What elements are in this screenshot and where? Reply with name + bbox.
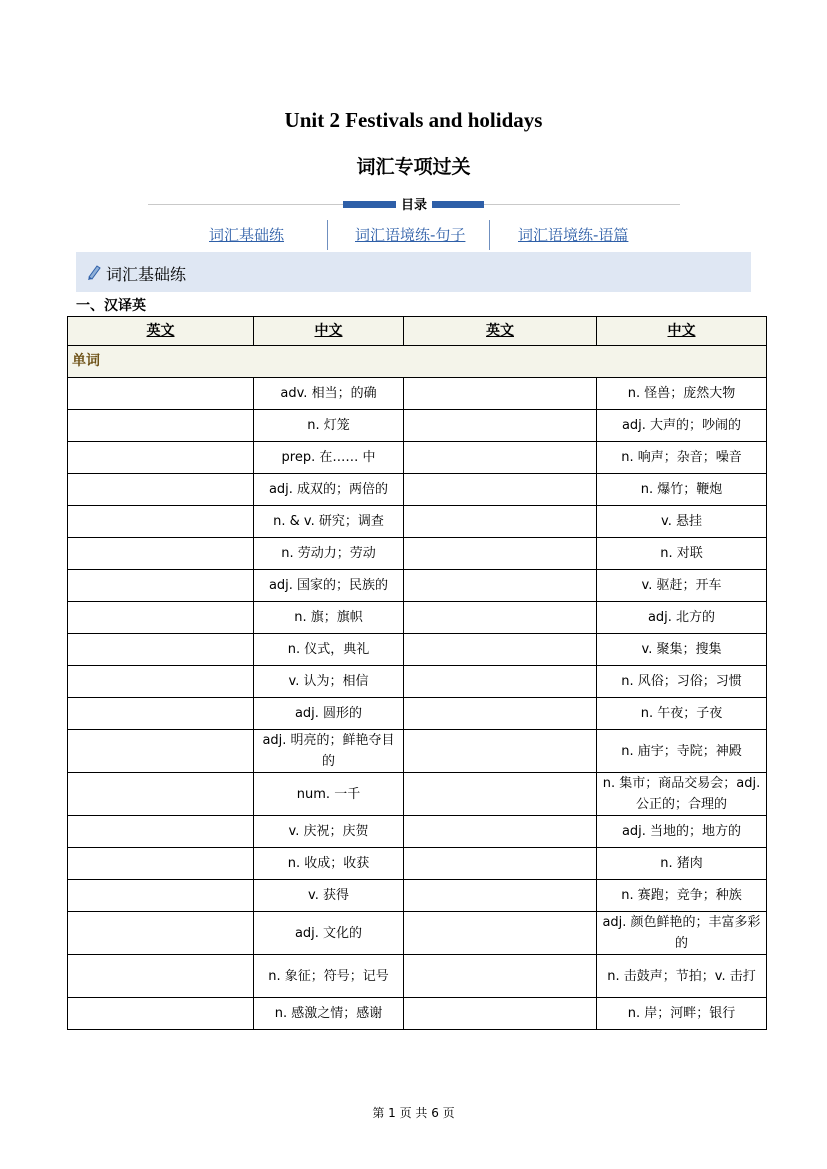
table-row — [68, 602, 767, 634]
answer-blank[interactable] — [404, 634, 597, 666]
answer-blank[interactable] — [68, 378, 254, 410]
table-row — [68, 570, 767, 602]
answer-blank[interactable] — [404, 816, 597, 848]
chinese-meaning: adj. 颜色鲜艳的；丰富多彩的 — [597, 912, 767, 955]
answer-blank[interactable] — [68, 602, 254, 634]
toc-link-sentence[interactable]: 词汇语境练-句子 — [355, 226, 466, 244]
header-english: 英文 — [404, 317, 597, 346]
chinese-meaning: adj. 北方的 — [597, 602, 767, 634]
chinese-meaning: n. & v. 研究；调查 — [254, 506, 404, 538]
chinese-meaning: prep. 在…… 中 — [254, 442, 404, 474]
chinese-meaning: n. 风俗；习俗；习惯 — [597, 666, 767, 698]
toc-accent-right — [432, 201, 484, 208]
chinese-meaning: v. 获得 — [254, 880, 404, 912]
group-label: 单词 — [68, 346, 767, 378]
answer-blank[interactable] — [404, 698, 597, 730]
chinese-meaning: adv. 相当；的确 — [254, 378, 404, 410]
table-row — [68, 410, 767, 442]
answer-blank[interactable] — [68, 410, 254, 442]
chinese-meaning: n. 击鼓声；节拍；v. 击打 — [597, 955, 767, 998]
chinese-meaning: adj. 当地的；地方的 — [597, 816, 767, 848]
toc-separator — [327, 220, 328, 250]
chinese-meaning: adj. 圆形的 — [254, 698, 404, 730]
document-subtitle: 词汇专项过关 — [356, 156, 471, 178]
chinese-meaning: v. 悬挂 — [597, 506, 767, 538]
chinese-meaning: n. 猪肉 — [597, 848, 767, 880]
answer-blank[interactable] — [404, 442, 597, 474]
chinese-meaning: n. 怪兽；庞然大物 — [597, 378, 767, 410]
chinese-meaning: n. 庙宇；寺院；神殿 — [597, 730, 767, 773]
chinese-meaning: v. 驱赶；开车 — [597, 570, 767, 602]
table-row — [68, 955, 767, 998]
table-row — [68, 773, 767, 816]
answer-blank[interactable] — [404, 998, 597, 1030]
chinese-meaning: n. 感激之情；感谢 — [254, 998, 404, 1030]
answer-blank[interactable] — [404, 538, 597, 570]
header-chinese: 中文 — [597, 317, 767, 346]
answer-blank[interactable] — [68, 698, 254, 730]
toc-divider-left — [148, 204, 343, 205]
chinese-meaning: n. 仪式，典礼 — [254, 634, 404, 666]
toc-divider-right — [484, 204, 680, 205]
chinese-meaning: n. 劳动力；劳动 — [254, 538, 404, 570]
chinese-meaning: n. 午夜；子夜 — [597, 698, 767, 730]
answer-blank[interactable] — [404, 570, 597, 602]
table-row — [68, 474, 767, 506]
chinese-meaning: n. 灯笼 — [254, 410, 404, 442]
toc-link-passage[interactable]: 词汇语境练-语篇 — [518, 226, 629, 244]
answer-blank[interactable] — [404, 848, 597, 880]
chinese-meaning: n. 收成；收获 — [254, 848, 404, 880]
table-row — [68, 538, 767, 570]
answer-blank[interactable] — [404, 602, 597, 634]
section-title: 词汇基础练 — [106, 265, 187, 284]
answer-blank[interactable] — [68, 880, 254, 912]
answer-blank[interactable] — [68, 506, 254, 538]
group-row — [68, 346, 767, 378]
table-row — [68, 698, 767, 730]
answer-blank[interactable] — [404, 378, 597, 410]
table-row — [68, 634, 767, 666]
header-english: 英文 — [68, 317, 254, 346]
answer-blank[interactable] — [68, 955, 254, 998]
answer-blank[interactable] — [68, 848, 254, 880]
section-header — [76, 252, 751, 292]
toc-separator — [489, 220, 490, 250]
chinese-meaning: num. 一千 — [254, 773, 404, 816]
table-row — [68, 378, 767, 410]
toc-link-basic[interactable]: 词汇基础练 — [209, 226, 285, 244]
table-row — [68, 506, 767, 538]
answer-blank[interactable] — [404, 410, 597, 442]
vocabulary-table — [67, 316, 767, 1030]
answer-blank[interactable] — [68, 634, 254, 666]
toc-accent-left — [343, 201, 396, 208]
answer-blank[interactable] — [404, 773, 597, 816]
table-row — [68, 730, 767, 773]
table-row — [68, 998, 767, 1030]
answer-blank[interactable] — [68, 816, 254, 848]
toc-label: 目录 — [396, 194, 432, 213]
table-row — [68, 666, 767, 698]
answer-blank[interactable] — [68, 538, 254, 570]
chinese-meaning: adj. 成双的；两倍的 — [254, 474, 404, 506]
table-header-row — [68, 317, 767, 346]
table-row — [68, 912, 767, 955]
answer-blank[interactable] — [404, 880, 597, 912]
chinese-meaning: n. 集市；商品交易会；adj. 公正的；合理的 — [597, 773, 767, 816]
chinese-meaning: n. 旗；旗帜 — [254, 602, 404, 634]
chinese-meaning: n. 爆竹；鞭炮 — [597, 474, 767, 506]
chinese-meaning: adj. 大声的；吵闹的 — [597, 410, 767, 442]
chinese-meaning: n. 象征；符号；记号 — [254, 955, 404, 998]
answer-blank[interactable] — [404, 955, 597, 998]
table-row — [68, 442, 767, 474]
chinese-meaning: v. 认为；相信 — [254, 666, 404, 698]
page-footer: 第 1 页 共 6 页 — [372, 1106, 455, 1120]
chinese-meaning: v. 聚集；搜集 — [597, 634, 767, 666]
answer-blank[interactable] — [404, 666, 597, 698]
answer-blank[interactable] — [68, 570, 254, 602]
answer-blank[interactable] — [68, 773, 254, 816]
document-title: Unit 2 Festivals and holidays — [284, 108, 543, 132]
chinese-meaning: v. 庆祝；庆贺 — [254, 816, 404, 848]
chinese-meaning: n. 响声；杂音；噪音 — [597, 442, 767, 474]
chinese-meaning: adj. 明亮的；鲜艳夺目的 — [254, 730, 404, 773]
answer-blank[interactable] — [68, 730, 254, 773]
answer-blank[interactable] — [404, 730, 597, 773]
answer-blank[interactable] — [404, 912, 597, 955]
answer-blank[interactable] — [68, 998, 254, 1030]
chinese-meaning: adj. 文化的 — [254, 912, 404, 955]
pencil-icon — [86, 264, 102, 280]
chinese-meaning: n. 对联 — [597, 538, 767, 570]
answer-blank[interactable] — [404, 474, 597, 506]
header-chinese: 中文 — [254, 317, 404, 346]
answer-blank[interactable] — [68, 912, 254, 955]
chinese-meaning: n. 岸；河畔；银行 — [597, 998, 767, 1030]
chinese-meaning: n. 赛跑；竞争；种族 — [597, 880, 767, 912]
chinese-meaning: adj. 国家的；民族的 — [254, 570, 404, 602]
table-row — [68, 848, 767, 880]
answer-blank[interactable] — [68, 442, 254, 474]
answer-blank[interactable] — [404, 506, 597, 538]
table-row — [68, 816, 767, 848]
table-row — [68, 880, 767, 912]
answer-blank[interactable] — [68, 474, 254, 506]
part-heading: 一、汉译英 — [76, 298, 146, 314]
answer-blank[interactable] — [68, 666, 254, 698]
